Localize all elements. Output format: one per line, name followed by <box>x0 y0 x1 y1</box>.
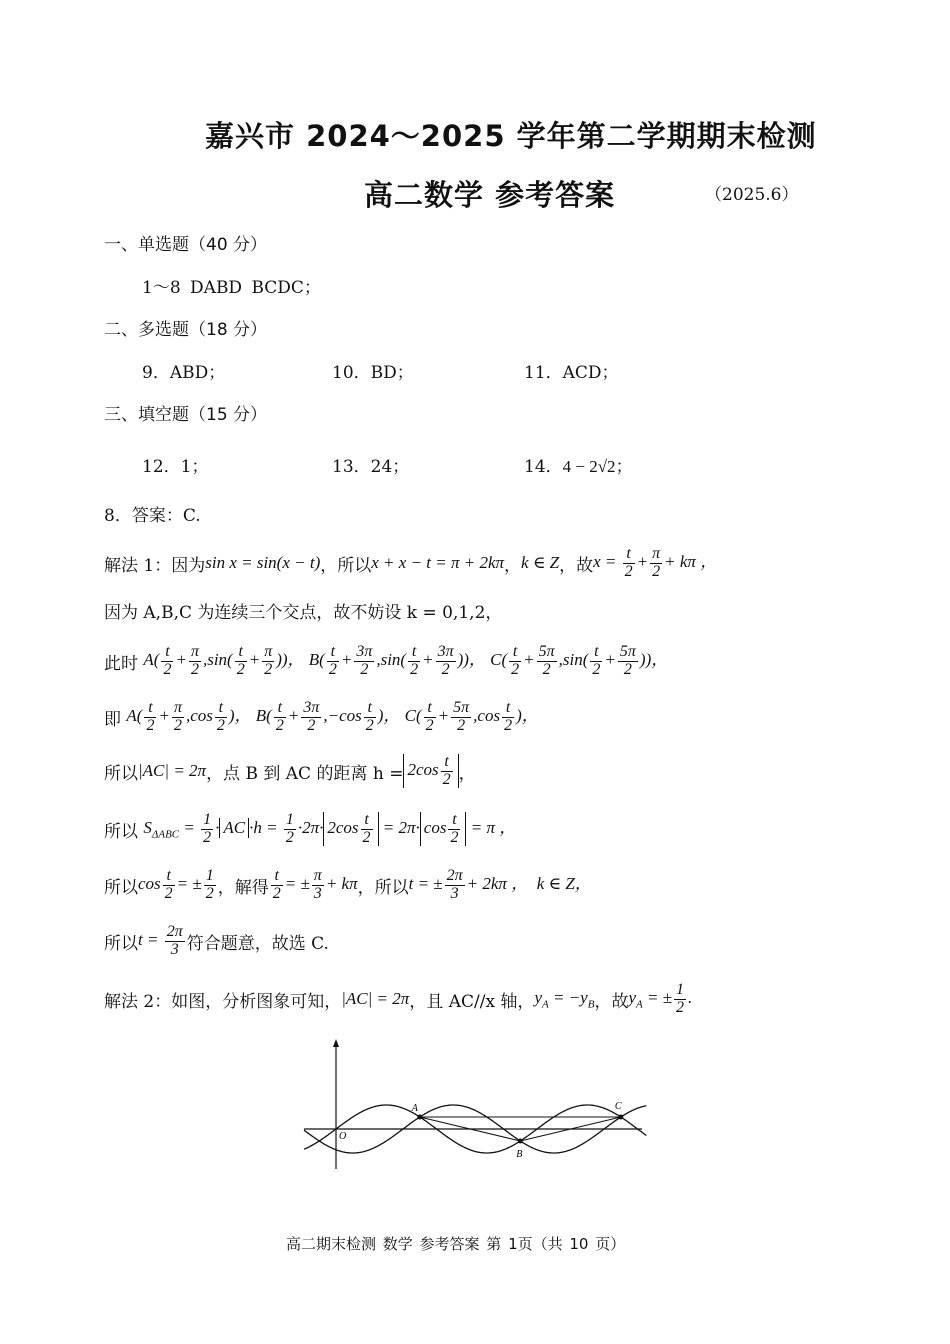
answer-q9: 9．ABD； <box>142 363 226 383</box>
m1-l8-t: t = $\frac{2\pi}{3}$ <box>138 922 183 958</box>
point-c <box>618 1115 623 1120</box>
answer-q11: 11．ACD； <box>524 363 619 383</box>
m1-line3 <box>104 638 668 684</box>
m2-ac: |AC| = 2π <box>341 989 410 1008</box>
section-multi-choice-heading: 二、多选题（18 分） <box>104 320 268 340</box>
answer-q13: 13．24； <box>332 457 410 477</box>
answer-q10: 10．BD； <box>332 363 414 383</box>
m1-l7-so: ，所以 <box>357 877 409 898</box>
m1-l5-label: 所以 <box>104 763 138 784</box>
m2-text-e: ，故 <box>594 991 629 1012</box>
m1-line7 <box>104 862 592 908</box>
m1-l7-label: 所以 <box>104 877 138 898</box>
m1-line8 <box>104 918 329 964</box>
page-title: 嘉兴市 2024～2025 学年第二学期期末检测 <box>205 119 817 153</box>
m2-text-c: ，且 AC//x 轴， <box>409 991 535 1012</box>
m1-l5-ac: |AC| = 2π <box>138 761 207 780</box>
label-origin: O <box>339 1131 347 1142</box>
m1-l8-label: 所以 <box>104 933 138 954</box>
m2-ya: $y_A$ = ± $\frac{1}{2}$ . <box>628 980 693 1016</box>
m1-line1 <box>104 540 717 586</box>
m1-line2: 因为 A,B,C 为连续三个交点，故不妨设 k = 0,1,2， <box>104 603 503 623</box>
m1-label: 解法 1： <box>104 555 172 576</box>
section-fill-blank-heading: 三、填空题（15 分） <box>104 405 268 425</box>
m1-l5-dist: ，点 B 到 AC 的距离 h = <box>206 763 404 784</box>
m1-line5: 所以 |AC| = 2π ，点 B 到 AC 的距离 h = 2cos $\frac{t}{2}$ ， <box>104 752 476 788</box>
m1-l1-result: x = $\frac{t}{2}$ + $\frac{\pi}{2}$ + kπ ， <box>593 544 718 580</box>
single-choice-answers: 1～8 DABD BCDC； <box>142 278 321 298</box>
exam-date: （2025.6） <box>705 185 799 205</box>
page-subtitle: 高二数学 参考答案 <box>364 178 616 212</box>
label-c: C <box>614 1101 622 1112</box>
m1-l3-points: A( $\frac{t}{2}$ + $\frac{\pi}{2}$ ,sin( $\frac{t}{2}$ + $\frac{\pi}{2}$ ))， B( $\frac{t}{2}$ + $\frac{3\pi}{2}$ ,sin( $\frac{t}{2}$ + $\frac{3\pi}{2}$ ))， C( $\frac{t}{2}$ + $\frac{5\pi}{2}$ ,sin( $\frac{t}{2}$ + $\frac{5\pi}{2}$ ))， <box>143 642 669 678</box>
m1-line4 <box>104 694 539 740</box>
m1-l1-comma: ， <box>504 555 522 576</box>
point-a <box>417 1115 422 1120</box>
q8-heading: 8．答案：C. <box>104 506 201 526</box>
m1-l3-label: 此时 <box>104 653 138 674</box>
m2-ya-yb: $y_A = -y_B$ <box>534 987 595 1011</box>
m1-l1-kz: k ∈ Z <box>521 553 560 572</box>
m1-l1-because: 因为 <box>171 555 206 576</box>
m1-l6-area: $S_{\Delta ABC}$ = $\frac{1}{2}$ · AC ·h = $\frac{1}{2}$ ·2π· 2cos $\frac{t}{2}$ = 2π· cos $\frac{t}{2}$ = π ， <box>143 810 517 846</box>
y-axis-arrow <box>333 1039 339 1047</box>
point-b <box>518 1139 523 1144</box>
m1-line6 <box>104 806 516 852</box>
m1-l1-so: ，所以 <box>320 555 372 576</box>
m1-l7-cos: cos $\frac{t}{2}$ = ± $\frac{1}{2}$ <box>138 866 214 902</box>
m1-l4-points: A( $\frac{t}{2}$ + $\frac{\pi}{2}$ ,cos $\frac{t}{2}$ )， B( $\frac{t}{2}$ + $\frac{3\pi}{2}$ ,−cos $\frac{t}{2}$ )， C( $\frac{t}{2}$ + $\frac{5\pi}{2}$ ,cos $\frac{t}{2}$ )， <box>126 698 539 734</box>
m2-label: 解法 2： <box>104 991 172 1012</box>
sine-intersection-figure <box>290 1035 650 1175</box>
m1-l1-eq: sin x = sin(x − t) <box>205 553 321 572</box>
m1-l7-t: t = ± $\frac{2\pi}{3}$ + 2kπ ， k ∈ Z， <box>408 866 592 902</box>
answer-q14-end: ； <box>615 457 633 477</box>
m1-l7-solve: ，解得 <box>217 877 269 898</box>
label-b: B <box>516 1149 523 1160</box>
m1-l4-label: 即 <box>104 709 121 730</box>
answer-q12: 12．1； <box>142 457 209 477</box>
page-footer: 高二期末检测 数学 参考答案 第 1页（共 10 页） <box>286 1235 626 1253</box>
answer-q14-label: 14． <box>524 457 563 477</box>
m1-l1-eq2: x + x − t = π + 2kπ <box>371 553 505 572</box>
label-a: A <box>411 1103 418 1114</box>
m2-text-a: 如图，分析图象可知， <box>171 991 342 1012</box>
m2-line <box>104 976 692 1022</box>
m1-l8-end: 符合题意，故选 C. <box>186 933 329 954</box>
m1-l6-label: 所以 <box>104 821 138 842</box>
answer-q14 <box>524 452 633 477</box>
m1-l5-h: 2cos $\frac{t}{2}$ <box>403 754 458 789</box>
answer-q14-value: 4 − 2√2 <box>562 457 616 476</box>
section-single-choice-heading: 一、单选题（40 分） <box>104 235 268 255</box>
m1-l1-thus: ，故 <box>559 555 594 576</box>
m1-l7-half: $\frac{t}{2}$ = ± $\frac{\pi}{3}$ + kπ <box>272 866 358 902</box>
